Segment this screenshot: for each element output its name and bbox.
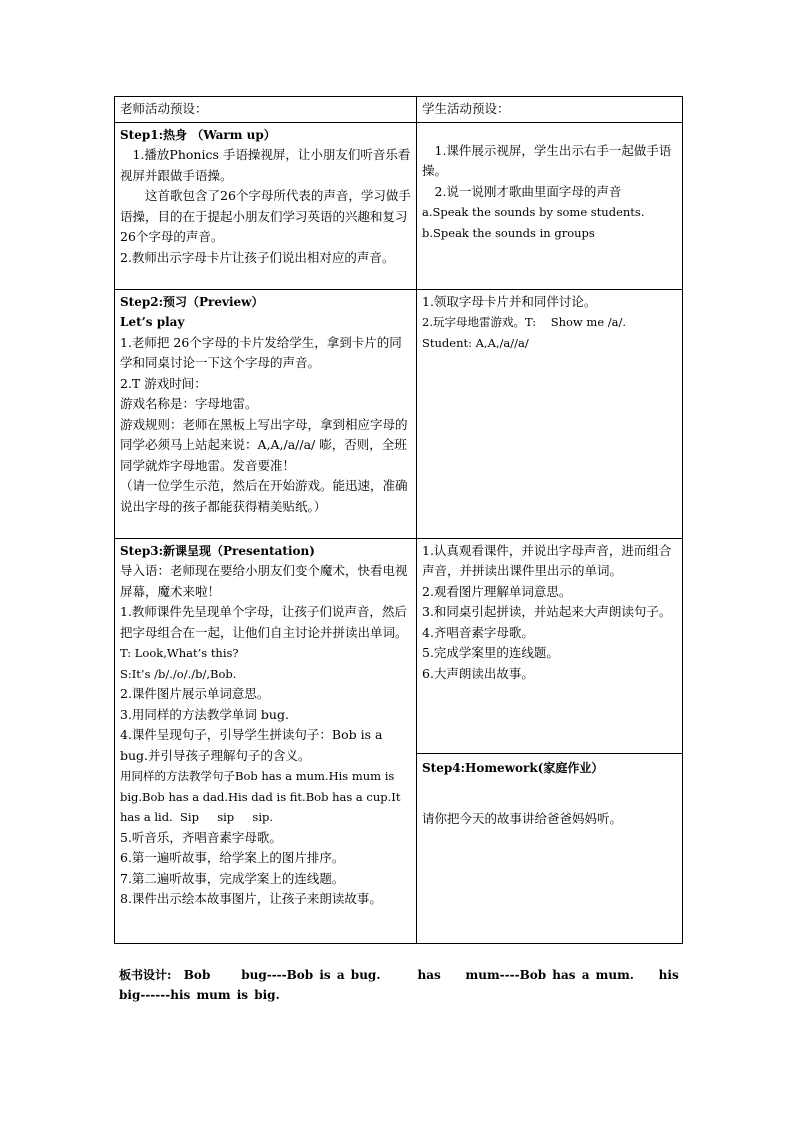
step3-student-line-4: 4.齐唱音素字母歌。 [422, 624, 534, 640]
board-design-text: Bob bug----Bob is a bug. has mum----Bob has a mum. his big------his mum is big. [119, 968, 716, 1002]
step3-teacher-cell [115, 538, 417, 943]
step2-student-line-2: 2.玩字母地雷游戏。T: Show me /a/. [422, 315, 627, 329]
lesson-plan-table [114, 96, 683, 944]
step4-student-cell [417, 754, 683, 943]
step1-student-line-4: b.Speak the sounds in groups [422, 225, 595, 240]
step3-title: Step3:新课呈现（Presentation) [120, 543, 315, 558]
step2-teacher-line-4: 游戏规则：老师在黑板上写出字母，拿到相应字母的同学必须马上站起来说：A,A,/a//a/ 嘭，否则，全班同学就炸字母地雷。发音要准！ [120, 416, 408, 473]
step1-row [115, 122, 683, 289]
step3-row [115, 538, 683, 754]
step3-teacher-line-7: 4.课件呈现句子，引导学生拼读句子：Bob is a bug.并引导孩子理解句子的含义。 [120, 727, 383, 763]
step2-title: Step2:预习（Preview） [120, 294, 264, 309]
step1-teacher-cell [115, 122, 417, 289]
step3-teacher-line-1: 导入语：老师现在要给小朋友们变个魔术，快看电视屏幕，魔术来啦！ [120, 563, 408, 599]
step1-teacher-line-2: 这首歌包含了26个字母所代表的声音，学习做手语操，目的在于提起小朋友们学习英语的兴趣和复习26个字母的声音。 [120, 188, 411, 244]
step2-teacher-line-3: 游戏名称是：字母地雷。 [120, 396, 258, 411]
teacher-header: 老师活动预设： [115, 97, 417, 123]
step3-student-line-6: 6.大声朗读出故事。 [422, 665, 534, 681]
step2-student-line-3: Student: A,A,/a//a/ [422, 335, 529, 350]
step3-teacher-line-5: 2.课件图片展示单词意思。 [120, 686, 270, 701]
step2-student-line-1: 1.领取字母卡片并和同伴讨论。 [422, 293, 597, 309]
step3-teacher-line-11: 7.第二遍听故事，完成学案上的连线题。 [120, 870, 345, 886]
step3-teacher-line-8: 用同样的方法教学句子Bob has a mum.His mum is big.Bob has a dad.His dad is fit.Bob has a cup.It has a lid. Sip sip sip. [120, 769, 405, 824]
step3-teacher-line-10: 6.第一遍听故事，给学案上的图片排序。 [120, 850, 345, 865]
step2-row [115, 289, 683, 538]
board-design-label: 板书设计: [119, 968, 172, 982]
step2-subtitle: Let’s play [120, 315, 185, 329]
step3-teacher-line-12: 8.课件出示绘本故事图片，让孩子来朗读故事。 [120, 891, 382, 906]
step1-teacher-line-1: 1.播放Phonics 手语操视屏，让小朋友们听音乐看视屏并跟做手语操。 [120, 147, 411, 183]
step3-student-cell [417, 538, 683, 754]
step1-student-line-1: 1.课件展示视屏，学生出示右手一起做手语操。 [422, 142, 672, 178]
step1-student-line-2: 2.说一说刚才歌曲里面字母的声音 [434, 183, 622, 199]
board-design [119, 965, 719, 1005]
step1-title: Step1:热身 （Warm up） [120, 127, 276, 142]
step3-teacher-line-4: S:It’s /b/./o/./b/,Bob. [120, 666, 237, 681]
step4-title: Step4:Homework(家庭作业） [422, 761, 604, 776]
step3-teacher-line-9: 5.听音乐，齐唱音素字母歌。 [120, 829, 282, 845]
step3-student-line-1: 1.认真观看课件，并说出字母声音，进而组合声音，并拼读出课件里出示的单词。 [422, 542, 672, 578]
step2-teacher-cell [115, 289, 417, 538]
step3-student-line-5: 5.完成学案里的连线题。 [422, 645, 559, 660]
step4-student-line: 请你把今天的故事讲给爸爸妈妈听。 [422, 810, 623, 826]
step1-student-line-3: a.Speak the sounds by some students. [422, 205, 645, 219]
step3-student-line-3: 3.和同桌引起拼读，并站起来大声朗读句子。 [422, 604, 672, 619]
step2-student-cell [417, 289, 683, 538]
step2-teacher-line-2: 2.T 游戏时间： [120, 375, 207, 391]
step2-teacher-line-1: 1.老师把 26个字母的卡片发给学生，拿到卡片的同学和同桌讨论一下这个字母的声音。 [120, 334, 402, 370]
step3-teacher-line-3: T: Look,What’s this? [120, 646, 239, 660]
step1-teacher-line-3: 2.教师出示字母卡片让孩子们说出相对应的声音。 [120, 249, 395, 265]
step1-student-cell [417, 122, 683, 289]
step2-teacher-line-5: （请一位学生示范，然后在开始游戏。能迅速，准确说出字母的孩子都能获得精美贴纸。） [120, 478, 408, 514]
step3-student-line-2: 2.观看图片理解单词意思。 [422, 583, 572, 599]
step3-teacher-line-6: 3.用同样的方法教学单词 bug. [120, 706, 289, 722]
table-header-row [115, 97, 683, 123]
student-header: 学生活动预设： [417, 97, 683, 123]
step3-teacher-line-2: 1.教师课件先呈现单个字母，让孩子们说声音，然后把字母组合在一起，让他们自主讨论并拼读出单词。 [120, 604, 408, 640]
